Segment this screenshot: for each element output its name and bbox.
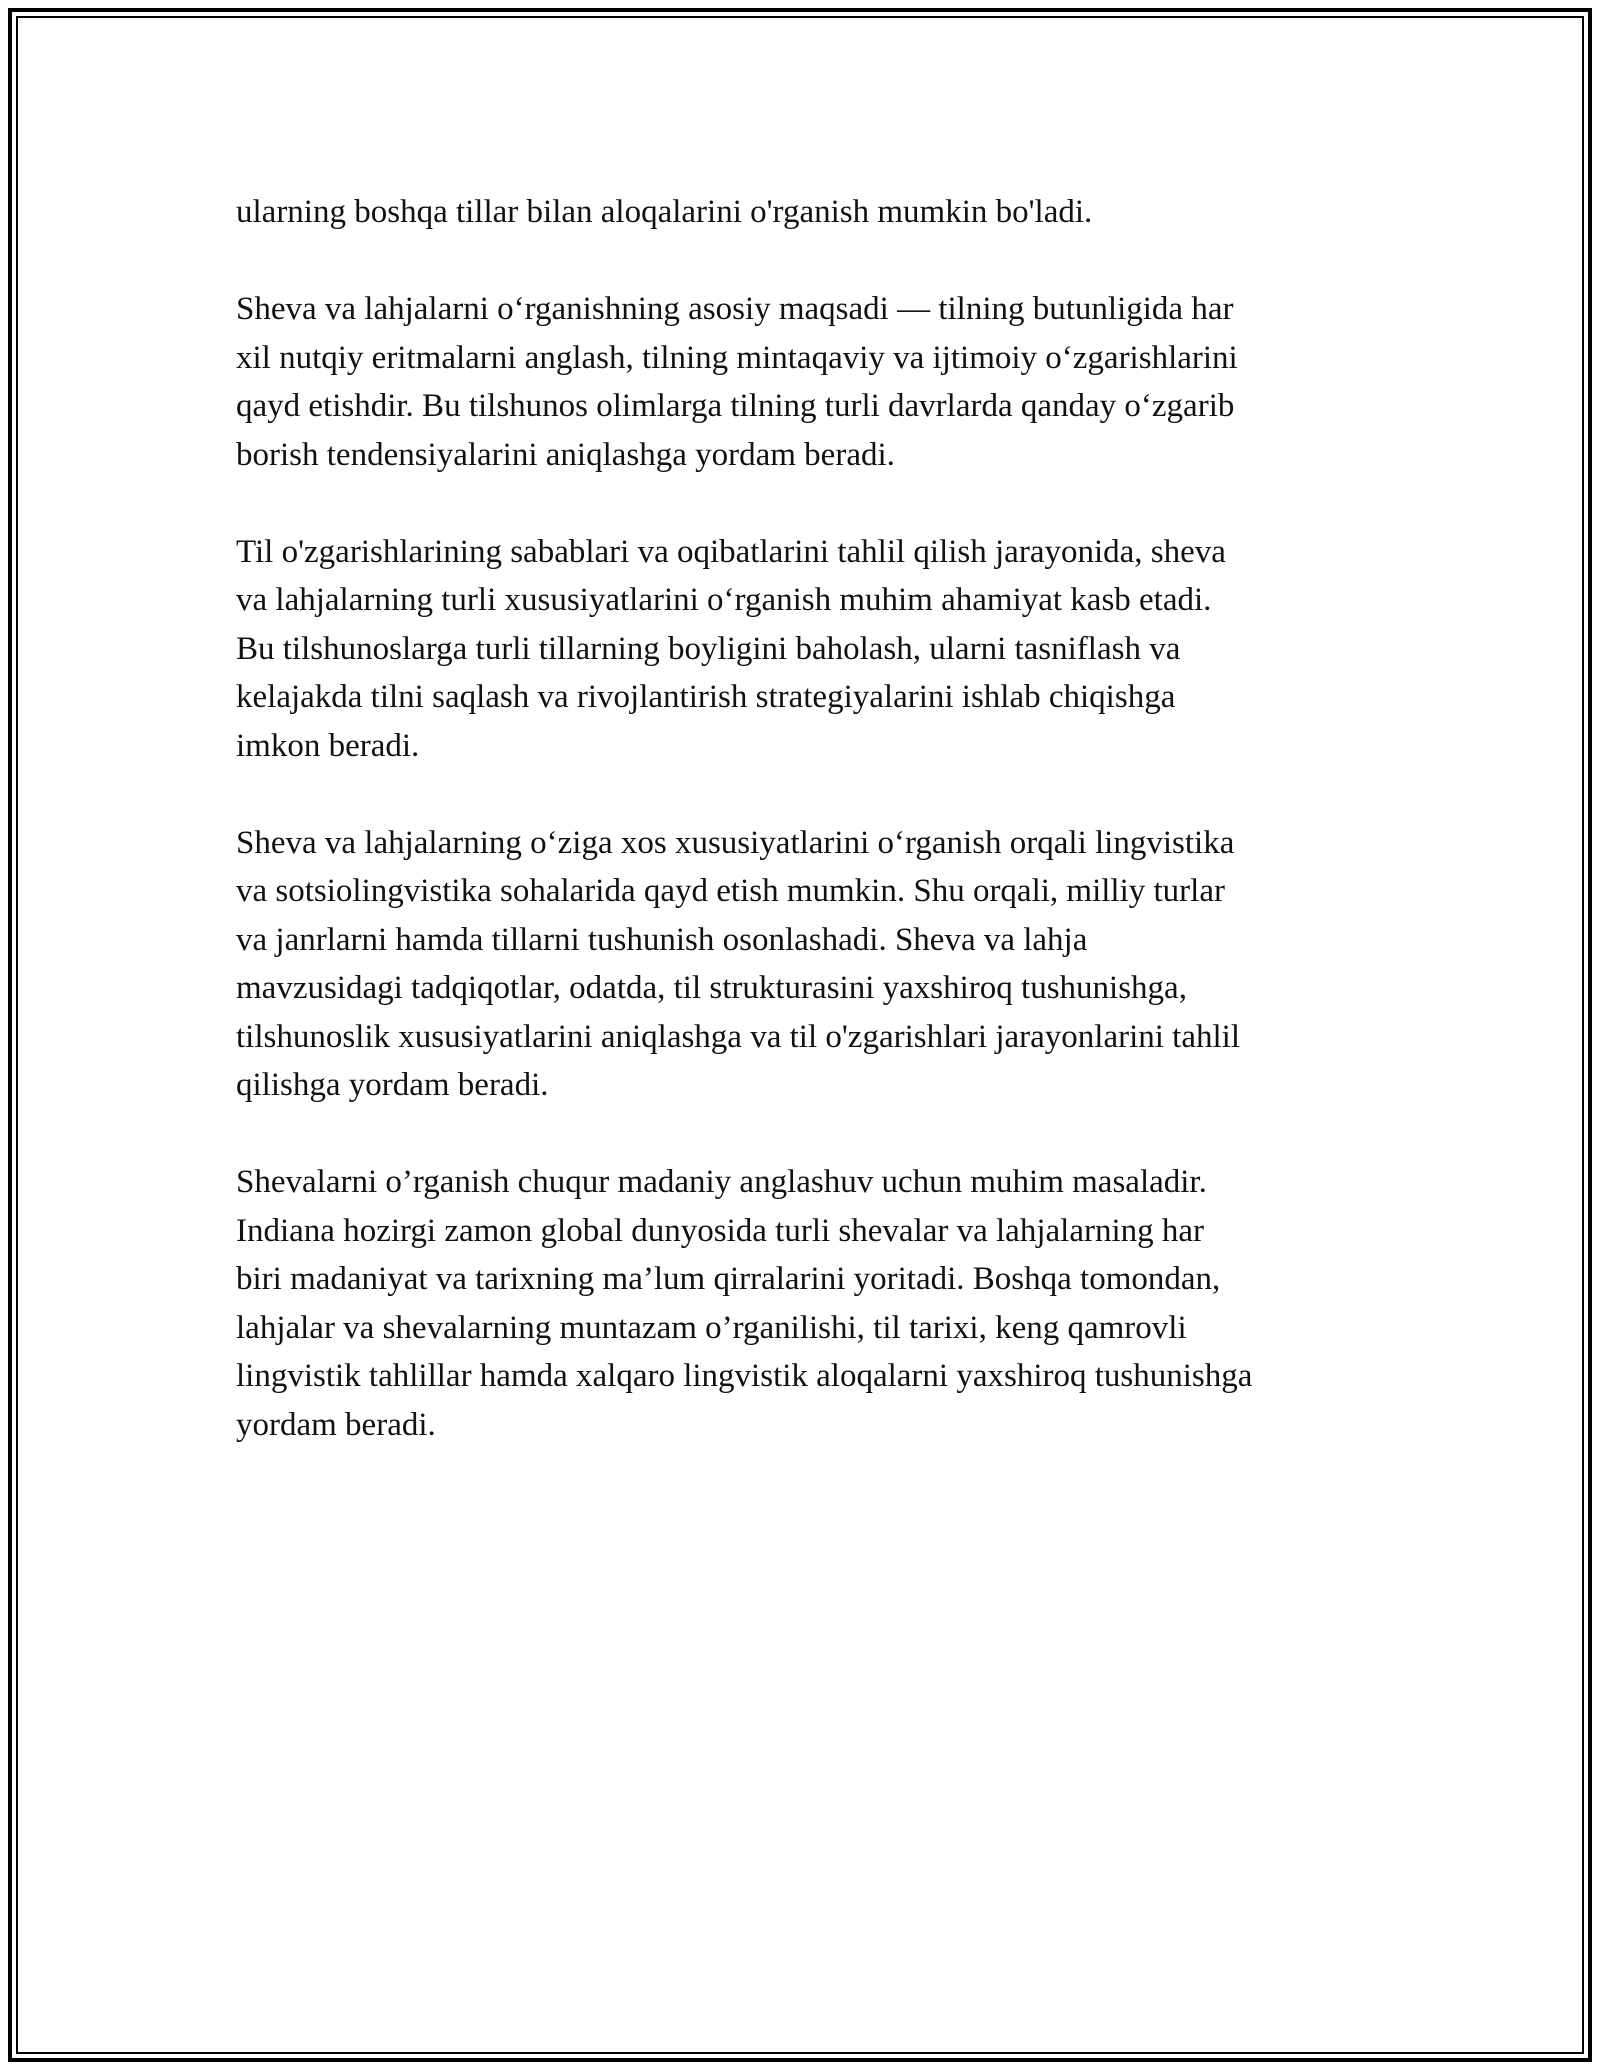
text-line: lahjalar va shevalarning muntazam o’rganilishi, til tarixi, keng qamrovli: [236, 1309, 1187, 1346]
text-line: imkon beradi.: [236, 727, 420, 764]
paragraph-5: [236, 1158, 1376, 1449]
text-line: lingvistik tahlillar hamda xalqaro lingvistik aloqalarni yaxshiroq tushunishga: [236, 1358, 1253, 1394]
paragraph-1: [236, 188, 1376, 237]
text-line: qilishga yordam beradi.: [236, 1067, 549, 1103]
text-line: va lahjalarning turli xususiyatlarini o‘rganish muhim ahamiyat kasb etadi.: [236, 582, 1212, 618]
text-line: qayd etishdir. Bu tilshunos olimlarga tilning turli davrlarda qanday o‘zgarib: [236, 388, 1235, 424]
text-line: Til o'zgarishlarining sabablari va oqibatlarini tahlil qilish jarayonida, sheva: [236, 533, 1226, 570]
text-line: yordam beradi.: [236, 1406, 436, 1443]
text-line: Bu tilshunoslarga turli tillarning boyligini baholash, ularni tasniflash va: [236, 630, 1181, 667]
text-line: Sheva va lahjalarning o‘ziga xos xususiyatlarini o‘rganish orqali lingvistika: [236, 824, 1235, 861]
text-line: Indiana hozirgi zamon global dunyosida turli shevalar va lahjalarning har: [236, 1212, 1205, 1249]
page-body: [236, 188, 1376, 1498]
text-line: ularning boshqa tillar bilan aloqalarini o'rganish mumkin bo'ladi.: [236, 194, 1093, 230]
text-line: xil nutqiy eritmalarni anglash, tilning mintaqaviy va ijtimoiy o‘zgarishlarini: [236, 339, 1238, 376]
text-line: borish tendensiyalarini aniqlashga yordam beradi.: [236, 436, 895, 473]
paragraph-2: [236, 285, 1376, 479]
text-line: kelajakda tilni saqlash va rivojlantirish strategiyalarini ishlab chiqishga: [236, 679, 1176, 715]
text-line: Sheva va lahjalarni o‘rganishning asosiy maqsadi — tilning butunligida har: [236, 291, 1234, 327]
text-line: va sotsiolingvistika sohalarida qayd etish mumkin. Shu orqali, milliy turlar: [236, 873, 1225, 909]
text-line: biri madaniyat va tarixning ma’lum qirralarini yoritadi. Boshqa tomondan,: [236, 1261, 1221, 1297]
text-line: va janrlarni hamda tillarni tushunish osonlashadi. Sheva va lahja: [236, 921, 1088, 958]
text-line: Shevalarni o’rganish chuqur madaniy anglashuv uchun muhim masaladir.: [236, 1164, 1207, 1200]
paragraph-3: [236, 528, 1376, 771]
text-line: tilshunoslik xususiyatlarini aniqlashga va til o'zgarishlari jarayonlarini tahlil: [236, 1018, 1240, 1055]
text-line: mavzusidagi tadqiqotlar, odatda, til strukturasini yaxshiroq tushunishga,: [236, 970, 1187, 1006]
paragraph-4: [236, 819, 1376, 1110]
